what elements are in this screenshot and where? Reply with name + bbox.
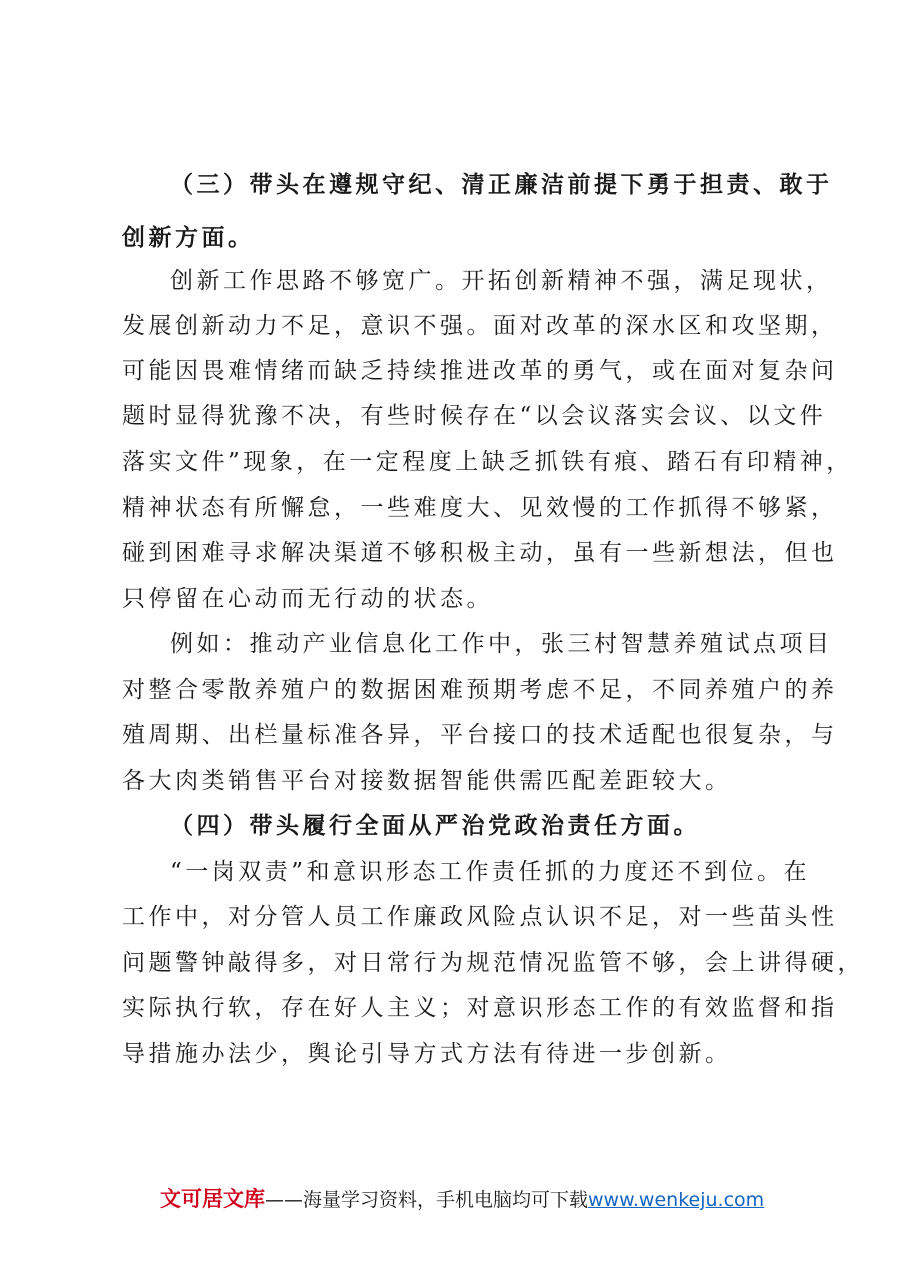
paragraph-line: 对整合零散养殖户的数据困难预期考虑不足，不同养殖户的养 bbox=[122, 677, 838, 703]
footer-link[interactable]: www.wenkeju.com bbox=[588, 1189, 765, 1211]
paragraph-line: 碰到困难寻求解决渠道不够积极主动，虽有一些新想法，但也 bbox=[122, 540, 838, 566]
paragraph-line: 创新工作思路不够宽广。开拓创新精神不强，满足现状， bbox=[170, 268, 833, 294]
section-heading-4: （四）带头履行全面从严治党政治责任方面。 bbox=[170, 812, 700, 839]
paragraph-line: 工作中，对分管人员工作廉政风险点认识不足，对一些苗头性 bbox=[122, 904, 838, 930]
paragraph-line: 题时显得犹豫不决，有些时候存在“以会议落实会议、以文件 bbox=[122, 403, 827, 429]
paragraph-line: 殖周期、出栏量标准各异，平台接口的技术适配也很复杂，与 bbox=[122, 722, 838, 748]
section-heading-3: （三）带头在遵规守纪、清正廉洁前提下勇于担责、敢于 bbox=[170, 171, 833, 198]
paragraph-line: 各大肉类销售平台对接数据智能供需匹配差距较大。 bbox=[122, 768, 732, 794]
paragraph-line: 只停留在心动而无行动的状态。 bbox=[122, 586, 493, 612]
paragraph-line: 精神状态有所懈怠，一些难度大、见效慢的工作抓得不够紧， bbox=[122, 495, 838, 521]
brand-name: 文可居文库 bbox=[160, 1187, 265, 1211]
paragraph-line: 例如：推动产业信息化工作中，张三村智慧养殖试点项目 bbox=[170, 631, 833, 657]
footer-banner bbox=[160, 1183, 764, 1213]
footer-tagline: ——海量学习资料，手机电脑均可下载 bbox=[265, 1189, 589, 1211]
paragraph-line: 发展创新动力不足，意识不强。面对改革的深水区和攻坚期， bbox=[122, 313, 838, 339]
paragraph-line: 实际执行软，存在好人主义；对意识形态工作的有效监督和指 bbox=[122, 995, 838, 1021]
paragraph-line: 问题警钟敲得多，对日常行为规范情况监管不够，会上讲得硬， bbox=[122, 950, 864, 976]
section-heading-3-cont: 创新方面。 bbox=[122, 224, 255, 251]
paragraph-line: 可能因畏难情绪而缺乏持续推进改革的勇气，或在面对复杂问 bbox=[122, 358, 838, 384]
paragraph-line: 导措施办法少，舆论引导方式方法有待进一步创新。 bbox=[122, 1041, 732, 1067]
paragraph-line: “一岗双责”和意识形态工作责任抓的力度还不到位。在 bbox=[170, 859, 811, 885]
paragraph-line: 落实文件”现象，在一定程度上缺乏抓铁有痕、踏石有印精神， bbox=[122, 449, 853, 475]
